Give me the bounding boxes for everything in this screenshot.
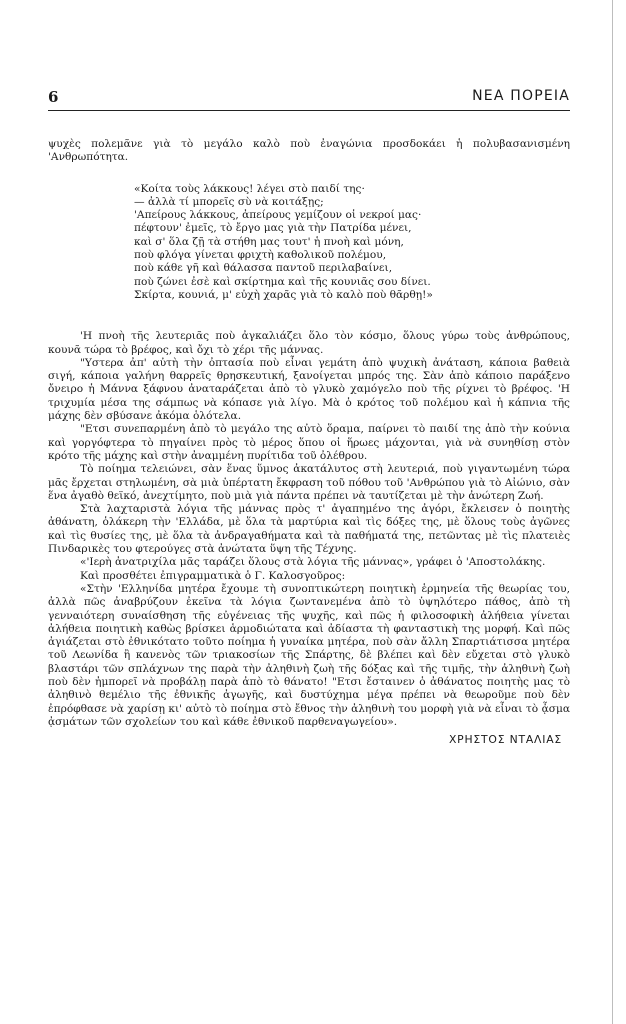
paragraph: Τὸ ποίημα τελειώνει, σὰν ἕνας ὕμνος ἀκατάλυτος στὴ λευτεριά, ποὺ γιγαντωμένη τώρα μᾶς ἔρχεται στηλωμένη, σὰ μιὰ ὑπέρτατη ἔκφραση τοῦ πόθου τοῦ 'Ανθρώπου γιὰ τὸ Αἰώνιο, σὰν ἕνα ἀγαθὸ θεϊκό, ἀνεχτίμητο, ποὺ μιὰ γιὰ πάντα πρέπει νὰ ταυτίζεται μὲ τὴν ἀνώτερη Ζωή. bbox=[48, 463, 570, 502]
poem-line: ποὺ κάθε γῆ καὶ θάλασσα παντοῦ περιλαβαίνει, bbox=[134, 262, 393, 275]
author-signature: ΧΡΗΣΤΟΣ ΝΤΑΛΙΑΣ bbox=[448, 733, 562, 747]
quoted-paragraph: «Στὴν 'Ελληνίδα μητέρα ἔχουμε τὴ συνοπτικώτερη ποιητικὴ ἑρμηνεία τῆς θεωρίας του, ἀλλὰ πῶς ἀναβρύζουν ἐκεῖνα τὰ λόγια ζωντανεμένα ἀπὸ τὸ ὑψηλότερο πάθος, ἀπὸ τὴ γενναιότερη συναίσθηση τῆς εὐγένειας τῆς ψυχῆς, καὶ πῶς ἡ φιλοσοφικὴ ἀλήθεια γίνεται ἀλήθεια ποιητικὴ καθὼς βρίσκει ἁρμοδιώτατα καὶ ἀδίαστα τὴ φανταστικὴ της μορφή. Καὶ πῶς ἀγιάζεται στὸ ἐθνικότατο τοῦτο ποίημα ἡ γυναίκα μητέρα, ποὺ σὰν ἄλλη Σπαρτιάτισσα μητέρα τοῦ Λεωνίδα ἢ κανενὸς τῶν τριακοσίων τῆς Σπάρτης, δὲ βλέπει καὶ δὲν εὔχεται στὸ γλυκὸ βλαστάρι τῶν σπλάχνων της παρὰ τὴν ἀληθινὴ ζωὴ τῆς δόξας καὶ τῆς τιμῆς, τὴν ἀληθινὴ ζωὴ ποὺ δὲν ἠμπορεῖ νὰ προβάλῃ παρὰ ἀπὸ τὸ θάνατο! "Ετσι ἔσταινεν ὁ ἀθάνατος ποιητὴς μας τὸ ἀληθινὸ θεμέλιο τῆς ἐθνικῆς ἀγωγῆς, καὶ δυστύχημα μέγα πρέπει νὰ θεωροῦμε ποὺ δὲν ἐπρόφθασε νὰ χαρίσῃ κι' αὐτὸ τὸ ποίημα στὸ ἔθνος τὴν ἀληθινὴ του μορφὴ γιὰ νὰ εἶναι τὸ ᾆσμα ᾀσμάτων τῶν σχολείων του καὶ κάθε ἐθνικοῦ παρθεναγωγείου». bbox=[48, 582, 570, 728]
poem-line: Σκίρτα, κουνιά, μ' εὐχὴ χαρᾶς γιὰ τὸ καλὸ ποὺ θᾶρθῃ!» bbox=[134, 288, 433, 301]
page-number: 6 bbox=[48, 88, 59, 106]
paragraph: Καὶ προσθέτει ἐπιγραμματικὰ ὁ Γ. Καλοσγοῦρος: bbox=[80, 569, 346, 582]
paragraph: "Υστερα ἀπ' αὐτὴ τὴν ὀπτασία ποὺ εἶναι γεμάτη ἀπὸ ψυχικὴ ἀνάταση, κάποια βαθειὰ σιγή, κάποια γαλήνη θαρρεῖς θρησκευτική, ξανοίγεται μπρός της. Σὰν ἀπὸ κάποιο παράξενο ὄνειρο ἡ Μάννα ξάφνου ἀναταράζεται ἀπὸ τὸ γλυκὸ χαμόγελο ποὺ τῆς ρίχνει τὸ βρέφος. 'Η τριχυμία μέσα της σάμπως νὰ κόπασε γιὰ λίγο. Μὰ ὁ κρότος τοῦ πολέμου καὶ ἡ κάπνια τῆς μάχης δὲν σβύσανε ἀκόμα ὁλότελα. bbox=[48, 356, 570, 423]
poem-line: — ἀλλὰ τί μπορεῖς σὺ νὰ κοιτάξῃς; bbox=[134, 195, 324, 208]
scan-edge-line bbox=[612, 0, 613, 1024]
poem-quote bbox=[134, 183, 570, 303]
poem-line: 'Απείρους λάκκους, ἀπείρους γεμίζουν οἱ νεκροί μας· bbox=[134, 209, 422, 222]
paragraph: «'Ιερὴ ἀνατριχίλα μᾶς ταράζει ὅλους στὰ λόγια τῆς μάννας», γράφει ὁ 'Αποστολάκης. bbox=[80, 556, 546, 569]
poem-line: καὶ σ' ὅλα ζῇ τὰ στήθη μας τουτ' ἡ πνοὴ καὶ μόνη, bbox=[134, 235, 404, 248]
poem-line: πέφτουν' ἐμεῖς, τὸ ἔργο μας γιὰ τὴν Πατρίδα μένει, bbox=[134, 222, 412, 235]
poem-line: «Κοίτα τοὺς λάκκους! λέγει στὸ παιδί της· bbox=[134, 182, 365, 195]
paragraph: "Ετσι συνεπαρμένη ἀπὸ τὸ μεγάλο της αὐτὸ ὅραμα, παίρνει τὸ παιδί της ἀπὸ τὴν κούνια καὶ γοργόφτερα τὸ πηγαίνει πρὸς τὸ μέρος ὅπου οἱ ἥρωες μάχονται, γιὰ νὰ συνηθίσῃ στὸν κρότο τῆς μάχης καὶ στὴν ἀναμμένη πυρίτιδα τοῦ ὀλέθρου. bbox=[48, 423, 570, 462]
paragraph: 'Η πνοὴ τῆς λευτεριᾶς ποὺ ἀγκαλιάζει ὅλο τὸν κόσμο, ὅλους γύρω τοὺς ἀνθρώπους, κουνᾶ τώρα τὸ βρέφος, καὶ ὄχι τὸ χέρι τῆς μάννας. bbox=[48, 330, 570, 356]
poem-line: ποὺ φλόγα γίνεται φριχτὴ καθολικοῦ πολέμου, bbox=[134, 249, 387, 262]
journal-title: ΝΕΑ ΠΟΡΕΙΑ bbox=[472, 88, 570, 104]
paragraph: Στὰ λαχταριστὰ λόγια τῆς μάννας πρὸς τ' ἀγαπημένο της ἀγόρι, ἔκλεισεν ὁ ποιητὴς ἀθάνατη, ὁλάκερη τὴν 'Ελλάδα, μὲ ὅλα τὰ μαρτύρια καὶ τὶς δόξες της, μὲ ὅλους τοὺς ἀγῶνες καὶ τὶς θυσίες της, μὲ ὅλα τὰ ἀνδραγαθήματα καὶ τὰ παθήματά της, πετῶντας μὲ τὶς πλατειὲς Πινδαρικὲς του φτερούγες στὰ ἀνώτατα ὕψη τῆς Τέχνης. bbox=[48, 503, 570, 556]
article-body bbox=[48, 138, 570, 746]
opening-paragraph: ψυχὲς πολεμᾶνε γιὰ τὸ μεγάλο καλὸ ποὺ ἐναγώνια προσδοκάει ἡ πολυβασανισμένη 'Ανθρωπότητα. bbox=[48, 138, 570, 164]
poem-line: ποὺ ζώνει ἐσὲ καὶ σκίρτημα καὶ τῆς κουνιᾶς σου δίνει. bbox=[134, 275, 431, 288]
page-header bbox=[48, 88, 570, 111]
